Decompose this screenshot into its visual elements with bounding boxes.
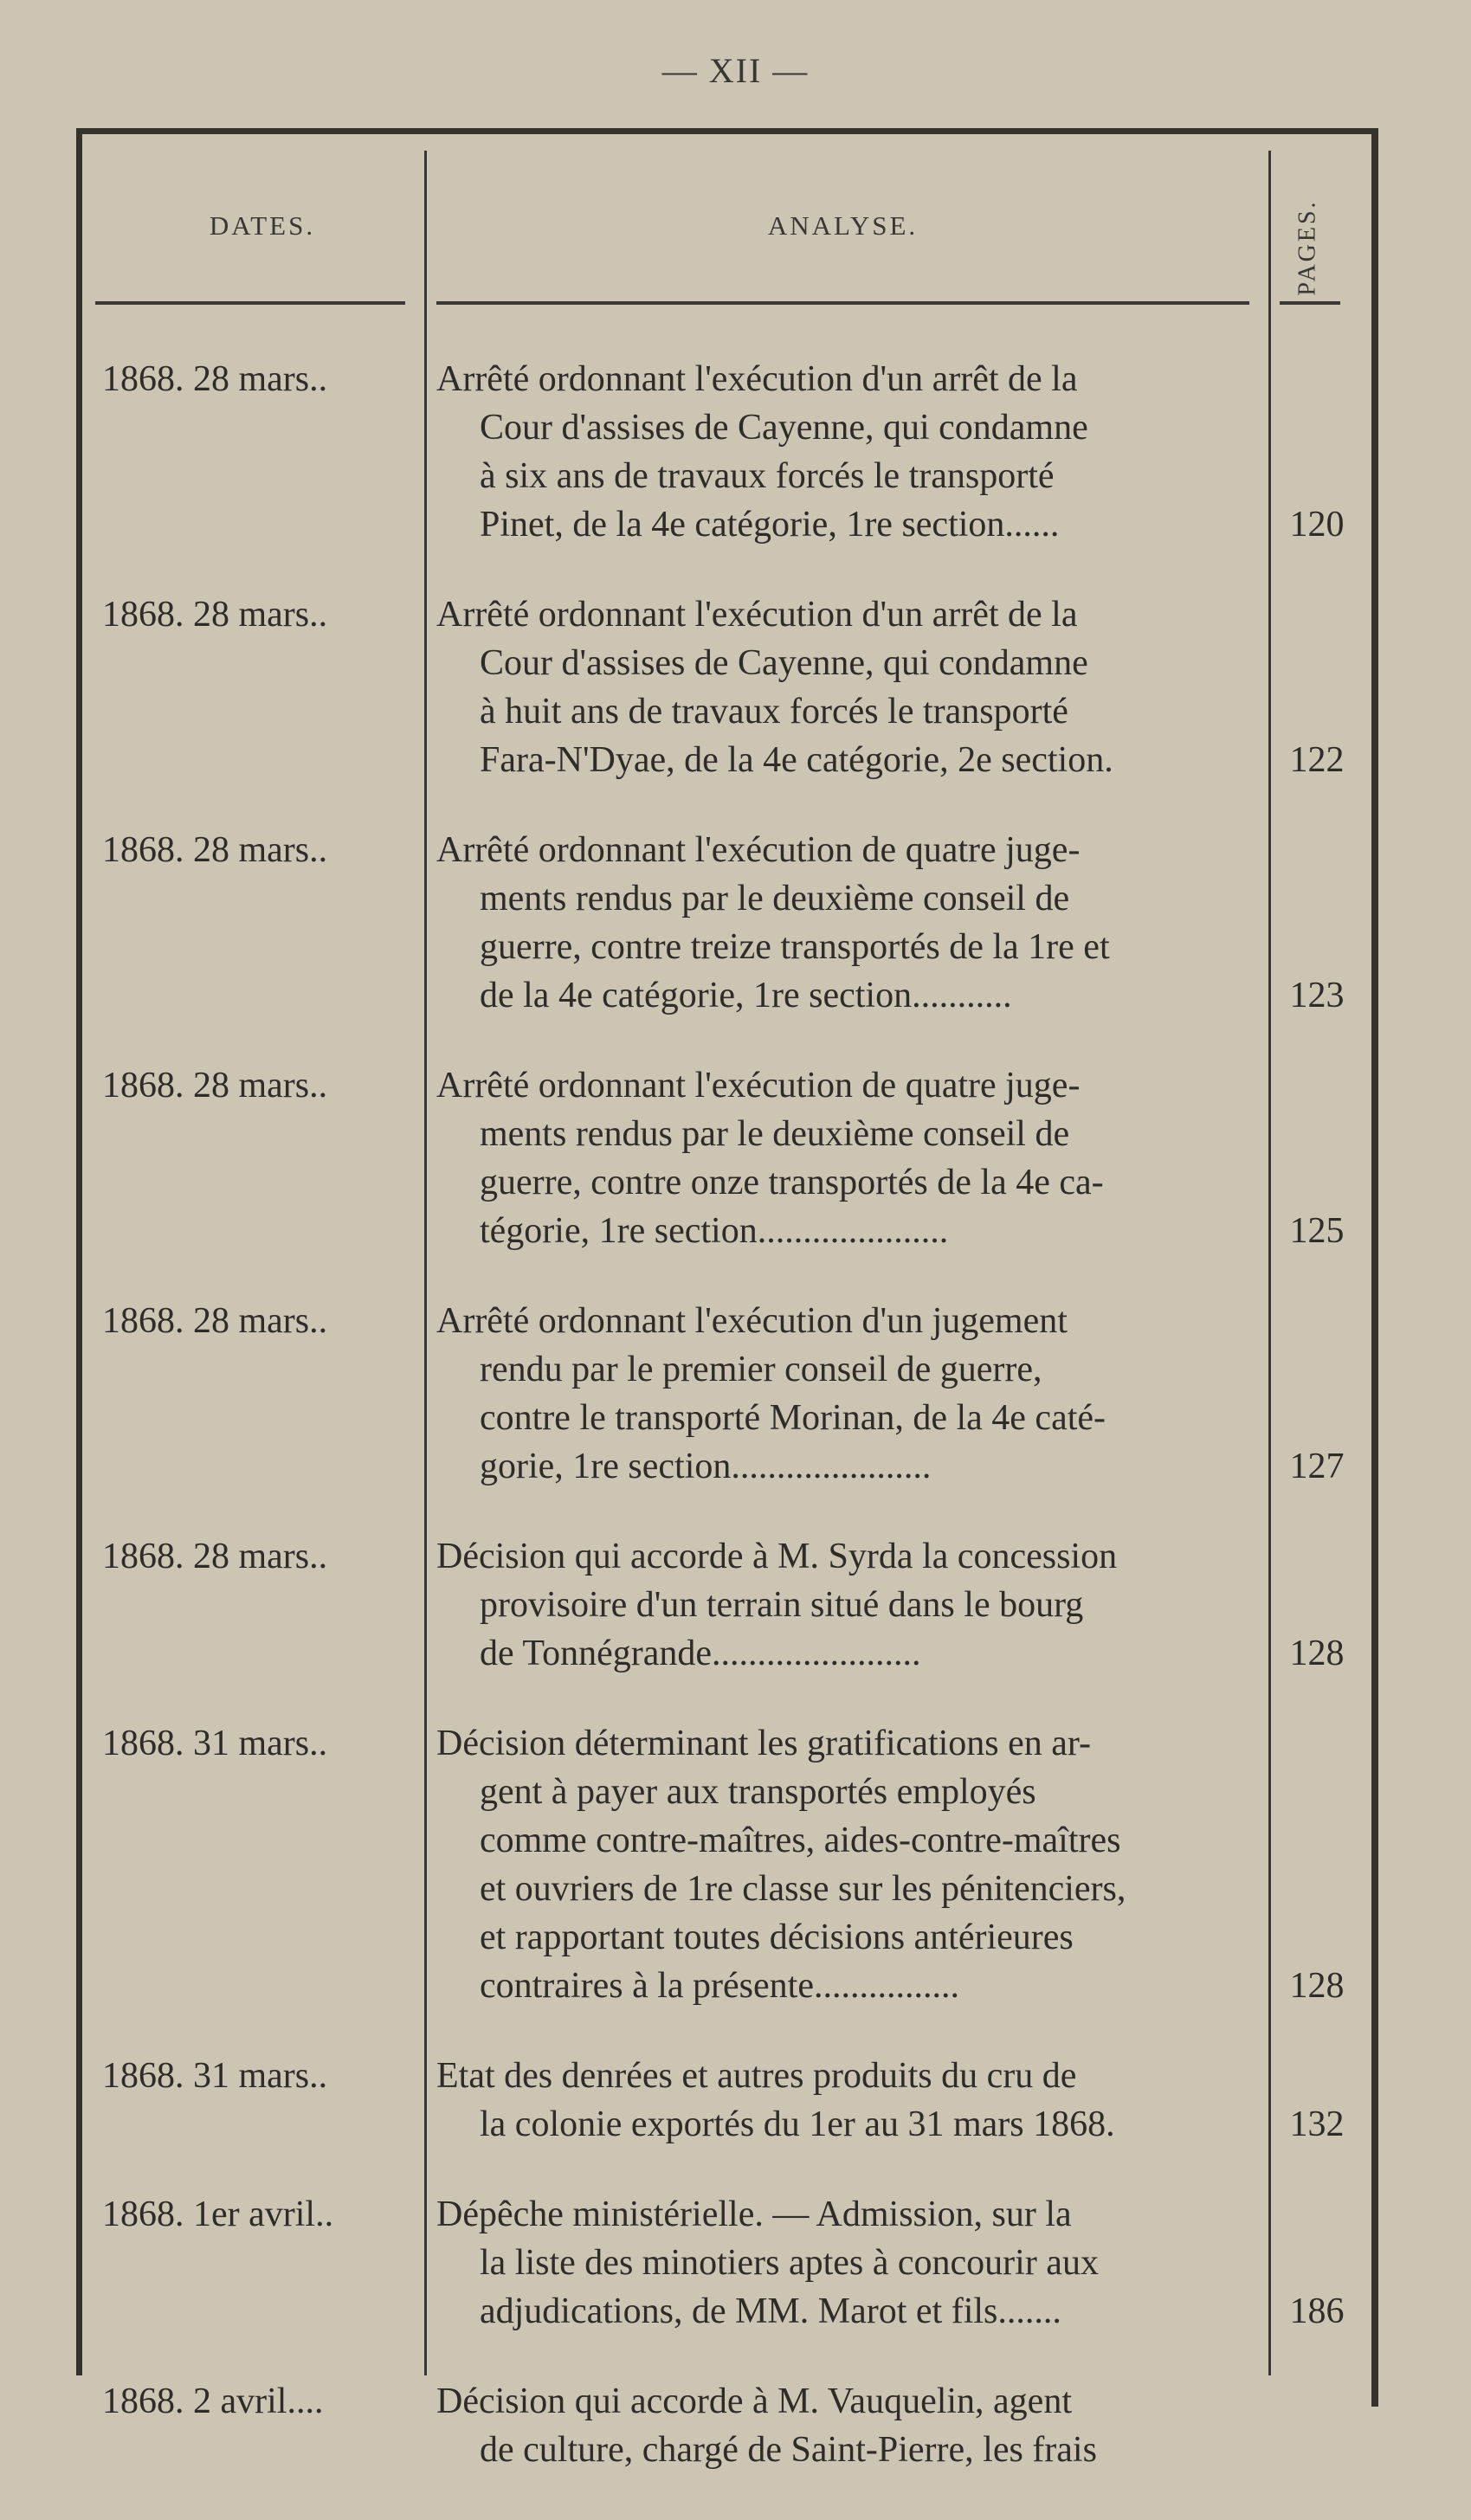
entry-date: 1868. 28 mars.. — [102, 359, 328, 399]
analysis-line: comme contre-maîtres, aides-contre-maîtres — [480, 1821, 1121, 1860]
analysis-line: ments rendus par le deuxième conseil de — [480, 879, 1070, 918]
table-row — [76, 1297, 1378, 1491]
table-top-rule — [76, 128, 1378, 134]
entry-analysis — [436, 1719, 1259, 2010]
page-number: — XII — — [661, 51, 810, 90]
header-analyse: ANALYSE. — [767, 210, 919, 241]
analysis-line: à huit ans de travaux forcés le transporté — [480, 692, 1068, 732]
analysis-line: Arrêté ordonnant l'exécution d'un jugement — [436, 1301, 1068, 1341]
analysis-line: provisoire d'un terrain situé dans le bourg — [480, 1585, 1084, 1625]
entry-page-number: 128 — [1289, 1634, 1345, 1673]
header-pages-label: PAGES. — [1294, 198, 1321, 296]
analysis-line: Etat des denrées et autres produits du cru de — [436, 2056, 1077, 2096]
entry-analysis — [436, 1061, 1259, 1255]
table-row — [76, 590, 1378, 784]
analysis-line: Cour d'assises de Cayenne, qui condamne — [480, 643, 1088, 683]
entry-date: 1868. 28 mars.. — [102, 1301, 328, 1341]
analysis-line: adjudications, de MM. Marot et fils....... — [480, 2291, 1061, 2331]
analysis-line: la colonie exportés du 1er au 31 mars 1868. — [480, 2104, 1115, 2144]
analysis-line: de culture, chargé de Saint-Pierre, les frais — [480, 2430, 1097, 2470]
analysis-line: et rapportant toutes décisions antérieures — [480, 1917, 1074, 1957]
analysis-line: contraires à la présente................ — [480, 1966, 959, 2006]
entry-page-number: 122 — [1289, 740, 1345, 780]
table-row — [76, 826, 1378, 1020]
analysis-line: et ouvriers de 1re classe sur les pénitenciers, — [480, 1869, 1126, 1909]
table-row — [76, 1061, 1378, 1255]
entry-page-number: 132 — [1289, 2104, 1345, 2144]
analysis-line: Arrêté ordonnant l'exécution de quatre juge- — [436, 830, 1081, 870]
entry-date: 1868. 28 mars.. — [102, 595, 328, 635]
entry-analysis — [436, 1297, 1259, 1491]
entry-date: 1868. 31 mars.. — [102, 2056, 328, 2096]
analysis-line: Fara-N'Dyae, de la 4e catégorie, 2e section. — [480, 740, 1113, 780]
entry-page-number: 120 — [1289, 505, 1345, 545]
entry-page-number: 127 — [1289, 1447, 1345, 1486]
analysis-line: Dépêche ministérielle. — Admission, sur la — [436, 2195, 1072, 2234]
table-row — [76, 2377, 1378, 2474]
analysis-line: la liste des minotiers aptes à concourir aux — [480, 2243, 1099, 2283]
header-rule-pages — [1280, 301, 1340, 305]
analysis-line: Décision déterminant les gratifications en ar- — [436, 1724, 1092, 1763]
entry-page-number: 186 — [1289, 2291, 1345, 2331]
entry-date: 1868. 1er avril.. — [102, 2195, 334, 2234]
header-rule-dates — [95, 301, 405, 305]
entry-date: 1868. 28 mars.. — [102, 1537, 328, 1576]
entry-analysis — [436, 355, 1259, 549]
analysis-line: rendu par le premier conseil de guerre, — [480, 1350, 1042, 1389]
analysis-line: contre le transporté Morinan, de la 4e caté- — [480, 1398, 1106, 1438]
entry-analysis — [436, 590, 1259, 784]
analysis-line: ments rendus par le deuxième conseil de — [480, 1114, 1070, 1154]
header-dates: DATES. — [209, 210, 316, 241]
table-row — [76, 1719, 1378, 2010]
entry-analysis — [436, 1532, 1259, 1678]
analysis-line: gent à payer aux transportés employés — [480, 1772, 1036, 1812]
entry-analysis — [436, 826, 1259, 1020]
analysis-line: Arrêté ordonnant l'exécution d'un arrêt de la — [436, 595, 1078, 635]
analysis-line: Décision qui accorde à M. Vauquelin, agent — [436, 2381, 1072, 2421]
entry-analysis — [436, 2190, 1259, 2336]
analysis-line: guerre, contre onze transportés de la 4e ca- — [480, 1163, 1104, 1202]
header-pages — [1276, 197, 1340, 297]
analysis-line: de Tonnégrande....................... — [480, 1634, 921, 1673]
analysis-line: à six ans de travaux forcés le transporté — [480, 456, 1055, 496]
entry-analysis — [436, 2052, 1259, 2149]
entry-date: 1868. 31 mars.. — [102, 1724, 328, 1763]
table-row — [76, 355, 1378, 549]
analysis-line: guerre, contre treize transportés de la 1re et — [480, 927, 1110, 967]
table-row — [76, 2052, 1378, 2149]
analysis-line: tégorie, 1re section..................... — [480, 1211, 949, 1251]
table-row — [76, 2190, 1378, 2336]
analysis-line: Décision qui accorde à M. Syrda la concession — [436, 1537, 1118, 1576]
entry-date: 1868. 2 avril.... — [102, 2381, 324, 2421]
entry-analysis — [436, 2377, 1259, 2474]
entry-page-number: 128 — [1289, 1966, 1345, 2006]
analysis-line: Pinet, de la 4e catégorie, 1re section...... — [480, 505, 1060, 545]
entries-list — [76, 355, 1378, 2516]
table-row — [76, 1532, 1378, 1678]
header-rule-analyse — [436, 301, 1249, 305]
analysis-line: de la 4e catégorie, 1re section........... — [480, 976, 1012, 1015]
entry-page-number: 125 — [1289, 1211, 1345, 1251]
analysis-line: Arrêté ordonnant l'exécution de quatre juge- — [436, 1066, 1081, 1105]
index-table — [76, 128, 1378, 2470]
entry-date: 1868. 28 mars.. — [102, 830, 328, 870]
entry-page-number: 123 — [1289, 976, 1345, 1015]
analysis-line: Arrêté ordonnant l'exécution d'un arrêt de la — [436, 359, 1078, 399]
analysis-line: Cour d'assises de Cayenne, qui condamne — [480, 408, 1088, 448]
entry-date: 1868. 28 mars.. — [102, 1066, 328, 1105]
analysis-line: gorie, 1re section...................... — [480, 1447, 932, 1486]
